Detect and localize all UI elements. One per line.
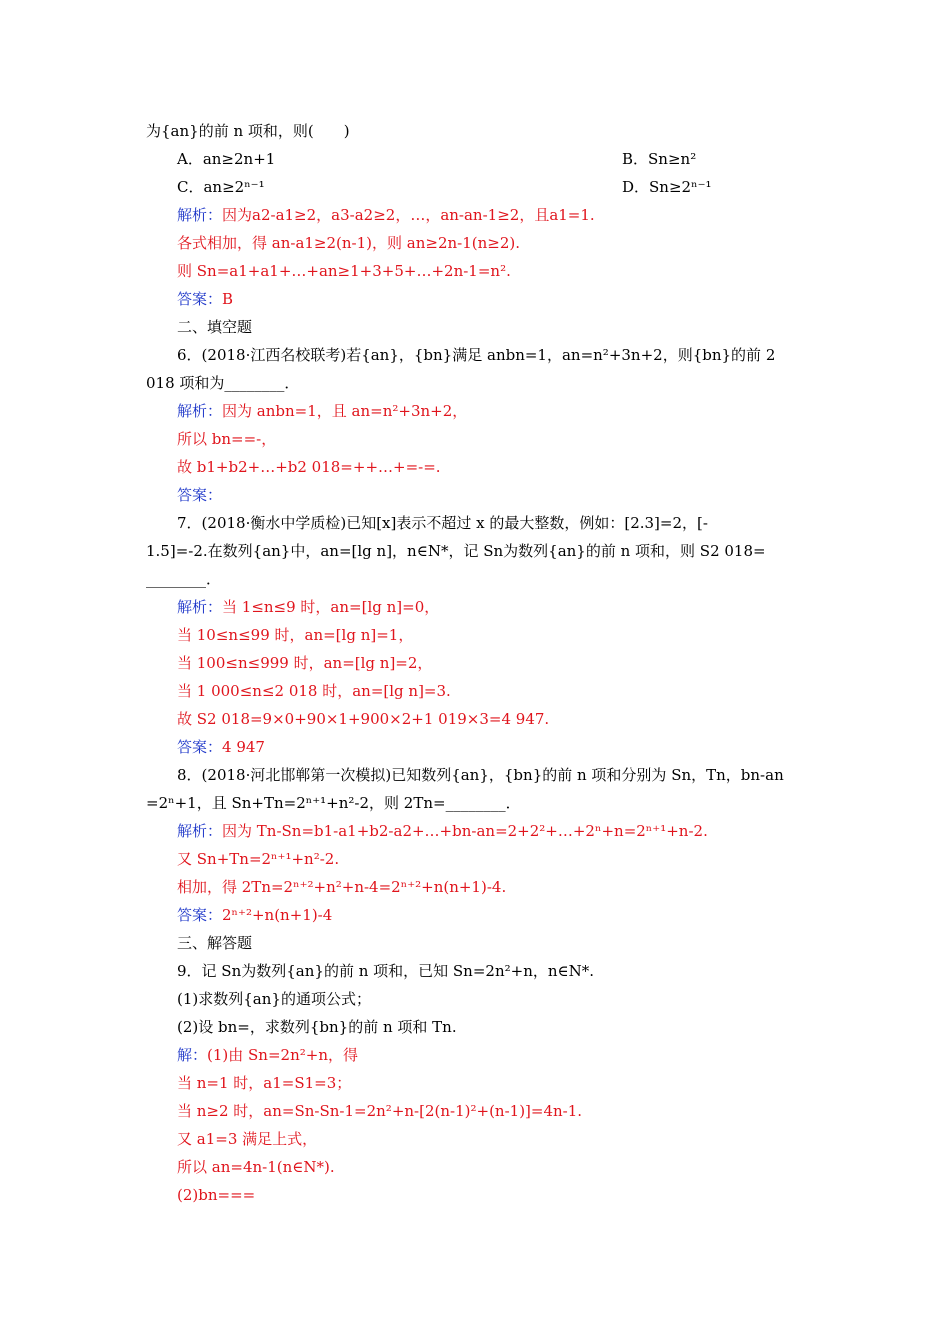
analysis-line: 故 S2 018=9×0+90×1+900×2+1 019×3=4 947. bbox=[177, 710, 550, 728]
solution-line bbox=[177, 1042, 950, 1068]
analysis-line: 当 100≤n≤999 时，an=[lg n]=2， bbox=[177, 654, 433, 672]
solution-line: 又 a1=3 满足上式， bbox=[177, 1130, 318, 1148]
question-line: 9．记 Sn为数列{an}的前 n 项和，已知 Sn=2n²+n，n∈N*. bbox=[177, 962, 595, 980]
analysis-line: 相加，得 2Tn=2ⁿ⁺²+n²+n-4=2ⁿ⁺²+n(n+1)-4. bbox=[177, 878, 507, 896]
answer-line bbox=[177, 286, 950, 312]
analysis-line: 则 Sn=a1+a1+…+an≥1+3+5+…+2n-1=n². bbox=[177, 262, 511, 280]
analysis-text: 因为 Tn-Sn=b1-a1+b2-a2+…+bn-an=2+2²+…+2ⁿ+n=2ⁿ⁺¹+n-2. bbox=[222, 822, 708, 840]
solution-line: 所以 an=4n-1(n∈N*). bbox=[177, 1158, 335, 1176]
answer-text: 4 947 bbox=[222, 738, 265, 756]
analysis-line bbox=[177, 594, 950, 620]
option-c: C．an≥2ⁿ⁻¹ bbox=[177, 178, 265, 196]
section-heading: 三、解答题 bbox=[177, 934, 253, 952]
solution-text: (1)由 Sn=2n²+n，得 bbox=[207, 1046, 358, 1064]
analysis-line bbox=[177, 398, 950, 424]
question-line: 7．(2018·衡水中学质检)已知[x]表示不超过 x 的最大整数，例如：[2.3]=2，[- bbox=[177, 514, 708, 532]
analysis-line: 当 1 000≤n≤2 018 时，an=[lg n]=3. bbox=[177, 682, 451, 700]
answer-label: 答案： bbox=[177, 486, 223, 504]
question-line: ________． bbox=[146, 570, 222, 588]
analysis-label: 解析： bbox=[177, 206, 223, 224]
question-line: 018 项和为________． bbox=[146, 374, 300, 392]
question-line: (2)设 bn=，求数列{bn}的前 n 项和 Tn. bbox=[177, 1018, 457, 1036]
analysis-line bbox=[177, 818, 950, 844]
section-heading: 二、填空题 bbox=[177, 318, 253, 336]
analysis-line: 各式相加，得 an-a1≥2(n-1)，则 an≥2n-1(n≥2). bbox=[177, 234, 521, 252]
analysis-text: 当 1≤n≤9 时，an=[lg n]=0， bbox=[222, 598, 440, 616]
question-line: 8．(2018·河北邯郸第一次模拟)已知数列{an}，{bn}的前 n 项和分别为 Sn，Tn，bn-an bbox=[177, 766, 784, 784]
analysis-text: 因为a2-a1≥2，a3-a2≥2，…，an-an-1≥2，且a1=1. bbox=[222, 206, 595, 224]
solution-label: 解： bbox=[177, 1046, 208, 1064]
question-line: 6．(2018·江西名校联考)若{an}，{bn}满足 anbn=1，an=n²+3n+2，则{bn}的前 2 bbox=[177, 346, 776, 364]
option-row bbox=[177, 146, 950, 172]
solution-line: 当 n≥2 时，an=Sn-Sn-1=2n²+n-[2(n-1)²+(n-1)]=4n-1. bbox=[177, 1102, 583, 1120]
analysis-line: 故 b1+b2+…+b2 018=++…+=-=. bbox=[177, 458, 441, 476]
analysis-line bbox=[177, 202, 950, 228]
analysis-text: 因为 anbn=1，且 an=n²+3n+2， bbox=[222, 402, 468, 420]
analysis-line: 又 Sn+Tn=2ⁿ⁺¹+n²-2. bbox=[177, 850, 340, 868]
analysis-label: 解析： bbox=[177, 822, 223, 840]
option-row bbox=[177, 174, 950, 200]
analysis-line: 当 10≤n≤99 时，an=[lg n]=1， bbox=[177, 626, 414, 644]
option-a: A．an≥2n+1 bbox=[177, 150, 276, 168]
answer-text: B bbox=[222, 290, 234, 308]
question-line: 1.5]=-2.在数列{an}中，an=[lg n]，n∈N*，记 Sn为数列{an}的前 n 项和，则 S2 018= bbox=[146, 542, 766, 560]
answer-line bbox=[177, 902, 950, 928]
analysis-label: 解析： bbox=[177, 598, 223, 616]
answer-text: 2ⁿ⁺²+n(n+1)-4 bbox=[222, 906, 333, 924]
analysis-label: 解析： bbox=[177, 402, 223, 420]
option-d: D．Sn≥2ⁿ⁻¹ bbox=[622, 178, 712, 196]
answer-line bbox=[177, 734, 950, 760]
solution-line: 当 n=1 时，a1=S1=3； bbox=[177, 1074, 352, 1092]
text-line: 为{an}的前 n 项和，则( ) bbox=[146, 122, 350, 140]
answer-label: 答案： bbox=[177, 738, 223, 756]
question-line: =2ⁿ+1，且 Sn+Tn=2ⁿ⁺¹+n²-2，则 2Tn=________． bbox=[146, 794, 521, 812]
answer-label: 答案： bbox=[177, 906, 223, 924]
solution-line: (2)bn=== bbox=[177, 1186, 256, 1204]
option-b: B．Sn≥n² bbox=[622, 150, 697, 168]
question-line: (1)求数列{an}的通项公式； bbox=[177, 990, 371, 1008]
answer-label: 答案： bbox=[177, 290, 223, 308]
analysis-line: 所以 bn==-， bbox=[177, 430, 277, 448]
